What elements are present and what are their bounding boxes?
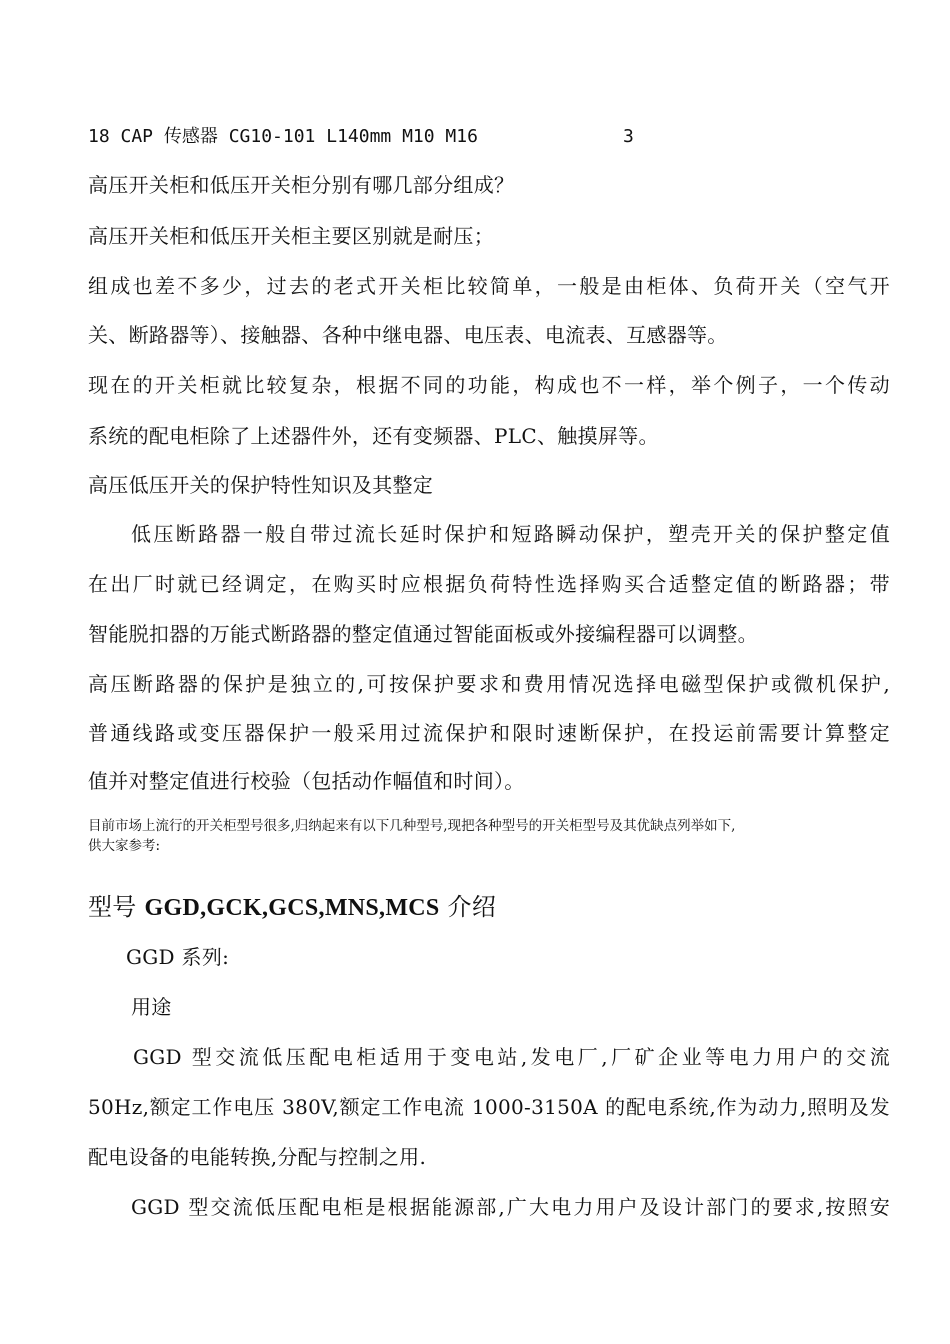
paragraph-line: 在出厂时就已经调定，在购买时应根据负荷特性选择购买合适整定值的断路器；带 [88, 572, 890, 596]
paragraph-line: 现在的开关柜就比较复杂，根据不同的功能，构成也不一样，举个例子，一个传动 [88, 373, 890, 397]
paragraph-line: 关、断路器等）、接触器、各种中继电器、电压表、电流表、互感器等。 [88, 323, 728, 347]
body-line: GGD 型交流低压配电柜适用于变电站,发电厂,厂矿企业等电力用户的交流 [133, 1045, 890, 1069]
heading-models: GGD,GCK,GCS,MNS,MCS [144, 895, 440, 921]
item-quantity: 3 [623, 126, 634, 147]
question-line: 高压开关柜和低压开关柜分别有哪几部分组成？ [88, 173, 515, 197]
paragraph-line: 智能脱扣器的万能式断路器的整定值通过智能面板或外接编程器可以调整。 [88, 622, 758, 646]
paragraph-line: 普通线路或变压器保护一般采用过流保护和限时速断保护，在投运前需要计算整定 [88, 721, 890, 745]
paragraph-line: 系统的配电柜除了上述器件外，还有变频器、PLC、触摸屏等。 [88, 424, 659, 448]
paragraph-line: 高压断路器的保护是独立的,可按保护要求和费用情况选择电磁型保护或微机保护, [88, 672, 890, 696]
body-line: 50Hz,额定工作电压 380V,额定工作电流 1000-3150A 的配电系统,作为动力,照明及发 [88, 1095, 890, 1119]
small-note-line: 供大家参考: [88, 838, 161, 854]
body-line: 配电设备的电能转换,分配与控制之用. [88, 1145, 427, 1169]
section-line: 高压低压开关的保护特性知识及其整定 [88, 473, 434, 497]
heading-suffix: 介绍 [439, 893, 497, 921]
paragraph-line: 低压断路器一般自带过流长延时保护和短路瞬动保护，塑壳开关的保护整定值 [131, 522, 890, 546]
item-line [88, 124, 634, 150]
body-line: GGD 型交流低压配电柜是根据能源部,广大电力用户及设计部门的要求,按照安 [131, 1195, 890, 1219]
small-note-line: 目前市场上流行的开关柜型号很多,归纳起来有以下几种型号,现把各种型号的开关柜型号及其优缺点列举如下, [88, 818, 736, 834]
section-title: GGD 系列: [126, 945, 230, 969]
item-text: 18 CAP 传感器 CG10-101 L140mm M10 M16 [88, 126, 478, 147]
heading-prefix: 型号 [88, 893, 145, 921]
heading [88, 892, 496, 923]
answer-line: 高压开关柜和低压开关柜主要区别就是耐压； [88, 224, 494, 248]
paragraph-line: 值并对整定值进行校验（包括动作幅值和时间）。 [88, 769, 525, 793]
sub-title: 用途 [131, 995, 172, 1019]
paragraph-line: 组成也差不多少，过去的老式开关柜比较简单，一般是由柜体、负荷开关（空气开 [88, 274, 890, 298]
